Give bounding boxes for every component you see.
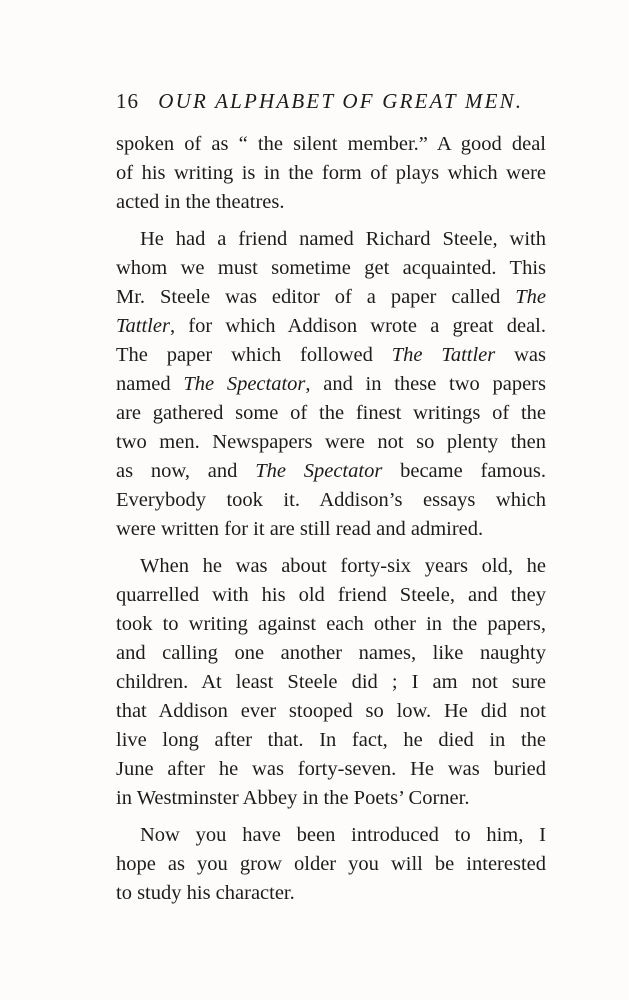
text-line: June after he was forty-seven. He was buried <box>116 758 546 780</box>
text-line: acted in the theatres. <box>116 191 285 213</box>
text-line: live long after that. In fact, he died in the <box>116 729 546 751</box>
text-line: hope as you grow older you will be interested <box>116 853 546 875</box>
text-line: When he was about forty-six years old, he <box>140 555 546 577</box>
text-line: children. At least Steele did ; I am not sure <box>116 671 546 693</box>
paragraph-4 <box>116 821 546 908</box>
text-line: He had a friend named Richard Steele, with <box>140 228 546 250</box>
running-title: OUR ALPHABET OF GREAT MEN. <box>158 89 524 113</box>
page-number: 16 <box>116 89 139 113</box>
text-line: two men. Newspapers were not so plenty then <box>116 431 546 453</box>
text-line: that Addison ever stooped so low. He did not <box>116 700 546 722</box>
paragraph-1 <box>116 130 546 217</box>
text-line: Tattler, for which Addison wrote a great deal. <box>116 315 546 337</box>
paragraph-3 <box>116 552 546 813</box>
text-line: as now, and The Spectator became famous. <box>116 460 546 482</box>
text-line: quarrelled with his old friend Steele, and they <box>116 584 546 606</box>
text-line: Mr. Steele was editor of a paper called The <box>116 286 546 308</box>
page-body <box>116 130 546 916</box>
text-line: The paper which followed The Tattler was <box>116 344 546 366</box>
text-line: spoken of as “ the silent member.” A good deal <box>116 133 546 155</box>
text-line: in Westminster Abbey in the Poets’ Corner. <box>116 787 470 809</box>
text-line: of his writing is in the form of plays which were <box>116 162 546 184</box>
text-line: named The Spectator, and in these two papers <box>116 373 546 395</box>
text-line: Everybody took it. Addison’s essays which <box>116 489 546 511</box>
running-header <box>116 86 524 116</box>
text-line: took to writing against each other in the papers, <box>116 613 546 635</box>
paragraph-2 <box>116 225 546 544</box>
text-line: to study his character. <box>116 882 295 904</box>
text-line: Now you have been introduced to him, I <box>140 824 546 846</box>
text-line: were written for it are still read and admired. <box>116 518 484 540</box>
text-line: and calling one another names, like naughty <box>116 642 546 664</box>
text-line: are gathered some of the finest writings of the <box>116 402 546 424</box>
text-line: whom we must sometime get acquainted. This <box>116 257 546 279</box>
